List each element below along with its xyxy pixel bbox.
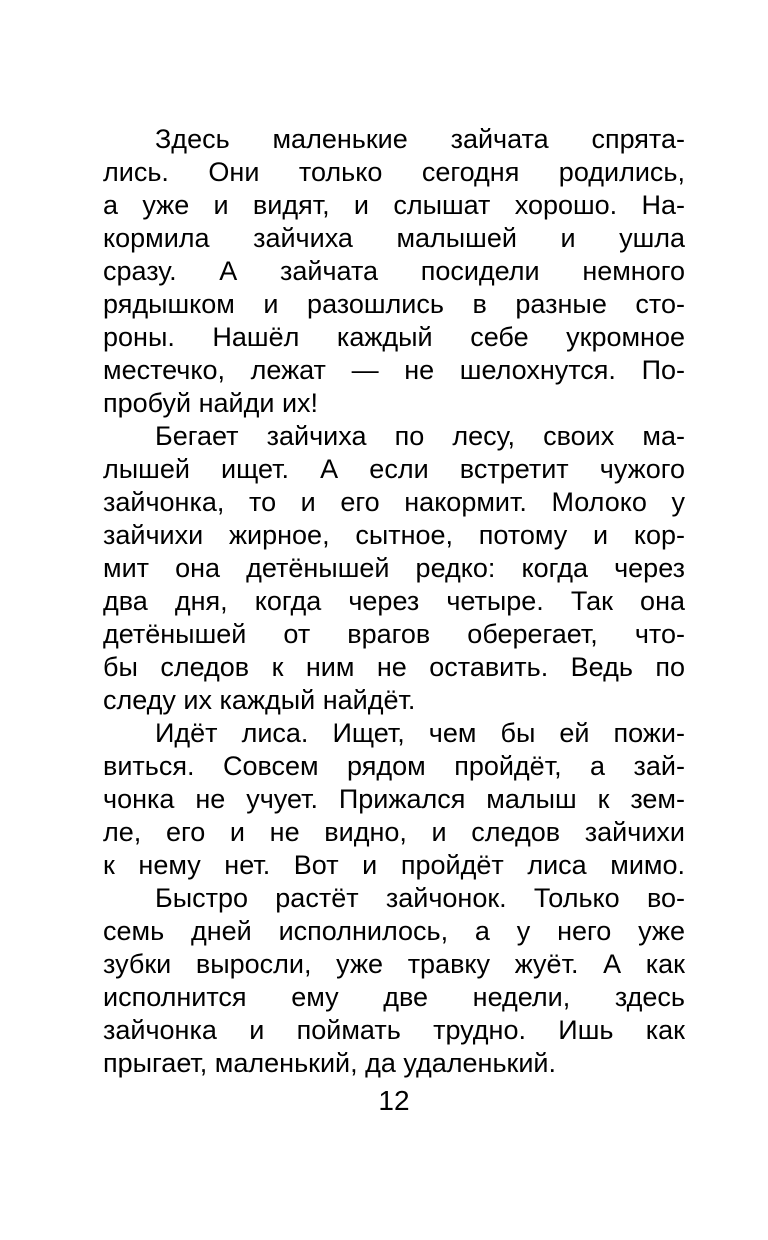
text-line: Идёт лиса. Ищет, чем бы ей пожи-: [155, 718, 685, 748]
text-line: рядышком и разошлись в разные сто-: [103, 289, 685, 319]
paragraph-1: [103, 123, 685, 420]
text-line: бы следов к ним не оставить. Ведь по: [103, 652, 685, 682]
text-line: зайчихи жирное, сытное, потому и кор-: [103, 520, 685, 550]
text-line: зубки выросли, уже травку жуёт. А как: [103, 949, 685, 979]
text-line: зайчонка и поймать трудно. Ишь как: [103, 1015, 685, 1045]
text-block: [103, 123, 685, 1080]
paragraph-3: [103, 717, 685, 882]
text-line: местечко, лежат — не шелохнутся. По-: [103, 355, 685, 385]
text-line: сразу. А зайчата посидели немного: [103, 256, 685, 286]
text-line: а уже и видят, и слышат хорошо. На-: [103, 190, 685, 220]
text-line: детёнышей от врагов оберегает, что-: [103, 619, 685, 649]
text-line: два дня, когда через четыре. Так она: [103, 586, 685, 616]
text-line: пробуй найди их!: [103, 388, 319, 418]
text-line: ле, его и не видно, и следов зайчихи: [103, 817, 685, 847]
text-line: кормила зайчиха малышей и ушла: [103, 223, 685, 253]
paragraph-2: [103, 420, 685, 717]
text-line: прыгает, маленький, да удаленький.: [103, 1048, 556, 1078]
text-line: исполнится ему две недели, здесь: [103, 982, 685, 1012]
text-line: к нему нет. Вот и пройдёт лиса мимо.: [103, 850, 685, 880]
text-line: лись. Они только сегодня родились,: [103, 157, 685, 187]
text-line: Быстро растёт зайчонок. Только во-: [155, 883, 685, 913]
text-line: следу их каждый найдёт.: [103, 685, 416, 715]
text-line: зайчонка, то и его накормит. Молоко у: [103, 487, 685, 517]
text-line: лышей ищет. А если встретит чужого: [103, 454, 685, 484]
text-line: Здесь маленькие зайчата спрята-: [155, 124, 685, 154]
text-line: Бегает зайчиха по лесу, своих ма-: [155, 421, 685, 451]
text-line: мит она детёнышей редко: когда через: [103, 553, 685, 583]
text-line: чонка не учует. Прижался малыш к зем-: [103, 784, 685, 814]
page-number: 12: [378, 1085, 410, 1116]
text-line: семь дней исполнилось, а у него уже: [103, 916, 685, 946]
paragraph-4: [103, 882, 685, 1080]
text-line: виться. Совсем рядом пройдёт, а зай-: [103, 751, 685, 781]
text-line: роны. Нашёл каждый себе укромное: [103, 322, 685, 352]
